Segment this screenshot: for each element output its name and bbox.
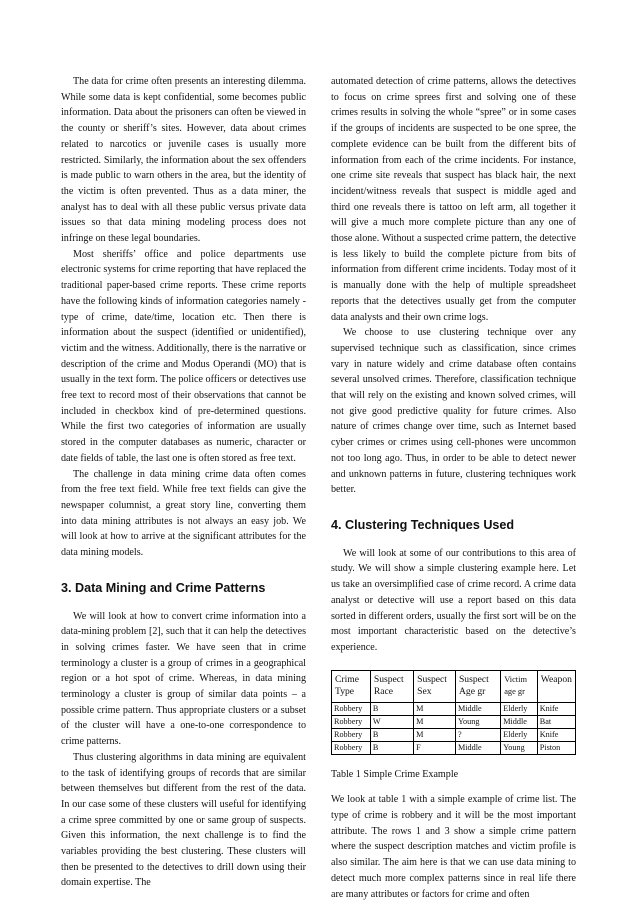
table-row — [332, 728, 576, 741]
table-cell: M — [414, 728, 456, 741]
table-cell: Young — [501, 741, 538, 754]
table-header-cell: Crime Type — [332, 670, 371, 702]
body-paragraph: The data for crime often presents an interesting dilemma. While some data is kept confidential, some becomes public information. Data about the prisoners can often be viewed in the county or sheriff’s sites. However, data about crimes related to narcotics or juvenile cases is usually more restricted. Similarly, the information about the sex offenders is made public to warn others in the area, but the identity of the victim is often prevented. Thus as a data miner, the analyst has to deal with all these public versus private data issues so that data mining modeling process does not infringe on these legal boundaries. — [61, 76, 306, 245]
table-cell: F — [414, 741, 456, 754]
table-cell: M — [414, 715, 456, 728]
table-cell: B — [370, 702, 413, 715]
table-cell: ? — [455, 728, 500, 741]
body-paragraph: We choose to use clustering technique over any supervised technique such as classification, since crimes vary in nature widely and crime database often contains several unsolved crimes. Therefore, classification technique that will rely on the existing and known solved crimes, will not give good predictive quality for future crimes. Also nature of crimes change over time, such as Internet based cyber crimes or crimes using cell-phones were uncommon not too long ago. Thus, in order to be able to detect newer and unknown patterns in future, clustering techniques work better. — [331, 327, 576, 496]
table-cell: Middle — [455, 702, 500, 715]
body-paragraph: automated detection of crime patterns, allows the detectives to focus on crime sprees first and solving one of these crimes results in solving the whole “spree” or in some cases if the groups of incidents are suspected to be one spree, the complete evidence can be built from the different bits of information from each of the crime incidents. For instance, one crime site reveals that suspect has black hair, the next incident/witness reveals that suspect is middle aged and third one reveals there is tattoo on left arm, all together it will give a much more complete picture than any one of those alone. Without a suspected crime pattern, the detective is less likely to build the complete picture from bits of information from different crime incidents. Today most of it is manually done with the help of multiple spreadsheet reports that the detectives usually get from the computer data analysts and their own crime logs. — [331, 76, 576, 323]
table-cell: Middle — [501, 715, 538, 728]
table-cell: Robbery — [332, 741, 371, 754]
table-cell: Bat — [537, 715, 575, 728]
table-cell: Young — [455, 715, 500, 728]
crime-table — [331, 670, 576, 755]
table-header-row — [332, 670, 576, 702]
table-caption: Table 1 Simple Crime Example — [331, 768, 459, 780]
body-paragraph: Thus clustering algorithms in data mining are equivalent to the task of identifying groups of records that are similar between themselves but different from the rest of the data. In our case some of these clusters will useful for identifying a crime spree committed by one or same group of suspects. Given this information, the next challenge is to find the variables providing the best clustering. These clusters will then be presented to the detectives to drill down using their domain expertise. The — [61, 751, 306, 889]
table-header-cell: Suspect Sex — [414, 670, 456, 702]
table-row — [332, 741, 576, 754]
table-cell: Middle — [455, 741, 500, 754]
table-cell: W — [370, 715, 413, 728]
section-heading: 3. Data Mining and Crime Patterns — [61, 580, 266, 595]
table-row — [332, 702, 576, 715]
table-cell: Piston — [537, 741, 575, 754]
table-cell: B — [370, 728, 413, 741]
table-cell: B — [370, 741, 413, 754]
body-paragraph: We will look at how to convert crime information into a data-mining problem [2], such that it can help the detectives in solving crimes faster. We have seen that in crime terminology a cluster is a group of crimes in a geographical region or a hot spot of crime. Whereas, in data mining terminology a cluster is group of similar data points – a possible crime pattern. Thus appropriate clusters or a subset of the cluster will have a one-to-one correspondence to crime patterns. — [61, 610, 306, 748]
left-column — [61, 74, 306, 891]
table-cell: Knife — [537, 702, 575, 715]
table-cell: Robbery — [332, 728, 371, 741]
table-cell: Elderly — [501, 728, 538, 741]
table-header-cell: Weapon — [537, 670, 575, 702]
table-cell: Robbery — [332, 702, 371, 715]
table-cell: Knife — [537, 728, 575, 741]
table-cell: Robbery — [332, 715, 371, 728]
body-paragraph: We will look at some of our contributions to this area of study. We will show a simple clustering example here. Let us take an oversimplified case of crime record. A crime data analyst or detective will use a report based on this data sorted in different orders, usually the first sort will be on the most important characteristic based on the detective’s experience. — [331, 547, 576, 653]
body-paragraph: Most sheriffs’ office and police departments use electronic systems for crime reporting that have replaced the traditional paper-based crime reports. These crime reports have the following kinds of information categories namely - type of crime, date/time, location etc. Then there is information about the suspect (identified or unidentified), victim and the witness. Additionally, there is the narrative or description of the crime and Modus Operandi (MO) that is usually in the text form. The police officers or detectives use free text to record most of their observations that cannot be included in checkbox kind of pre-determined questions. While the first two categories of information are usually stored in the computer databases as numeric, character or date fields of table, the last one is often stored as free text. — [61, 248, 306, 464]
table-header-cell: Suspect Age gr — [455, 670, 500, 702]
table-row — [332, 715, 576, 728]
body-paragraph: The challenge in data mining crime data often comes from the free text field. While free text fields can give the newspaper columnist, a great story line, converting them into data mining attributes is not always an easy job. We will look at how to arrive at the significant attributes for the data mining models. — [61, 468, 306, 559]
table-cell: M — [414, 702, 456, 715]
right-column — [331, 74, 576, 902]
section-heading: 4. Clustering Techniques Used — [331, 517, 515, 532]
body-paragraph: We look at table 1 with a simple example of crime list. The type of crime is robbery and it will be the most important attribute. The rows 1 and 3 show a simple crime pattern where the suspect description matches and victim profile is also similar. The aim here is that we can use data mining to detect much more complex patterns since in real life there are many attributes or factors for crime and often — [331, 794, 576, 900]
table-cell: Elderly — [501, 702, 538, 715]
table-header-cell: Suspect Race — [370, 670, 413, 702]
table-header-cell: Victim age gr — [501, 670, 538, 702]
